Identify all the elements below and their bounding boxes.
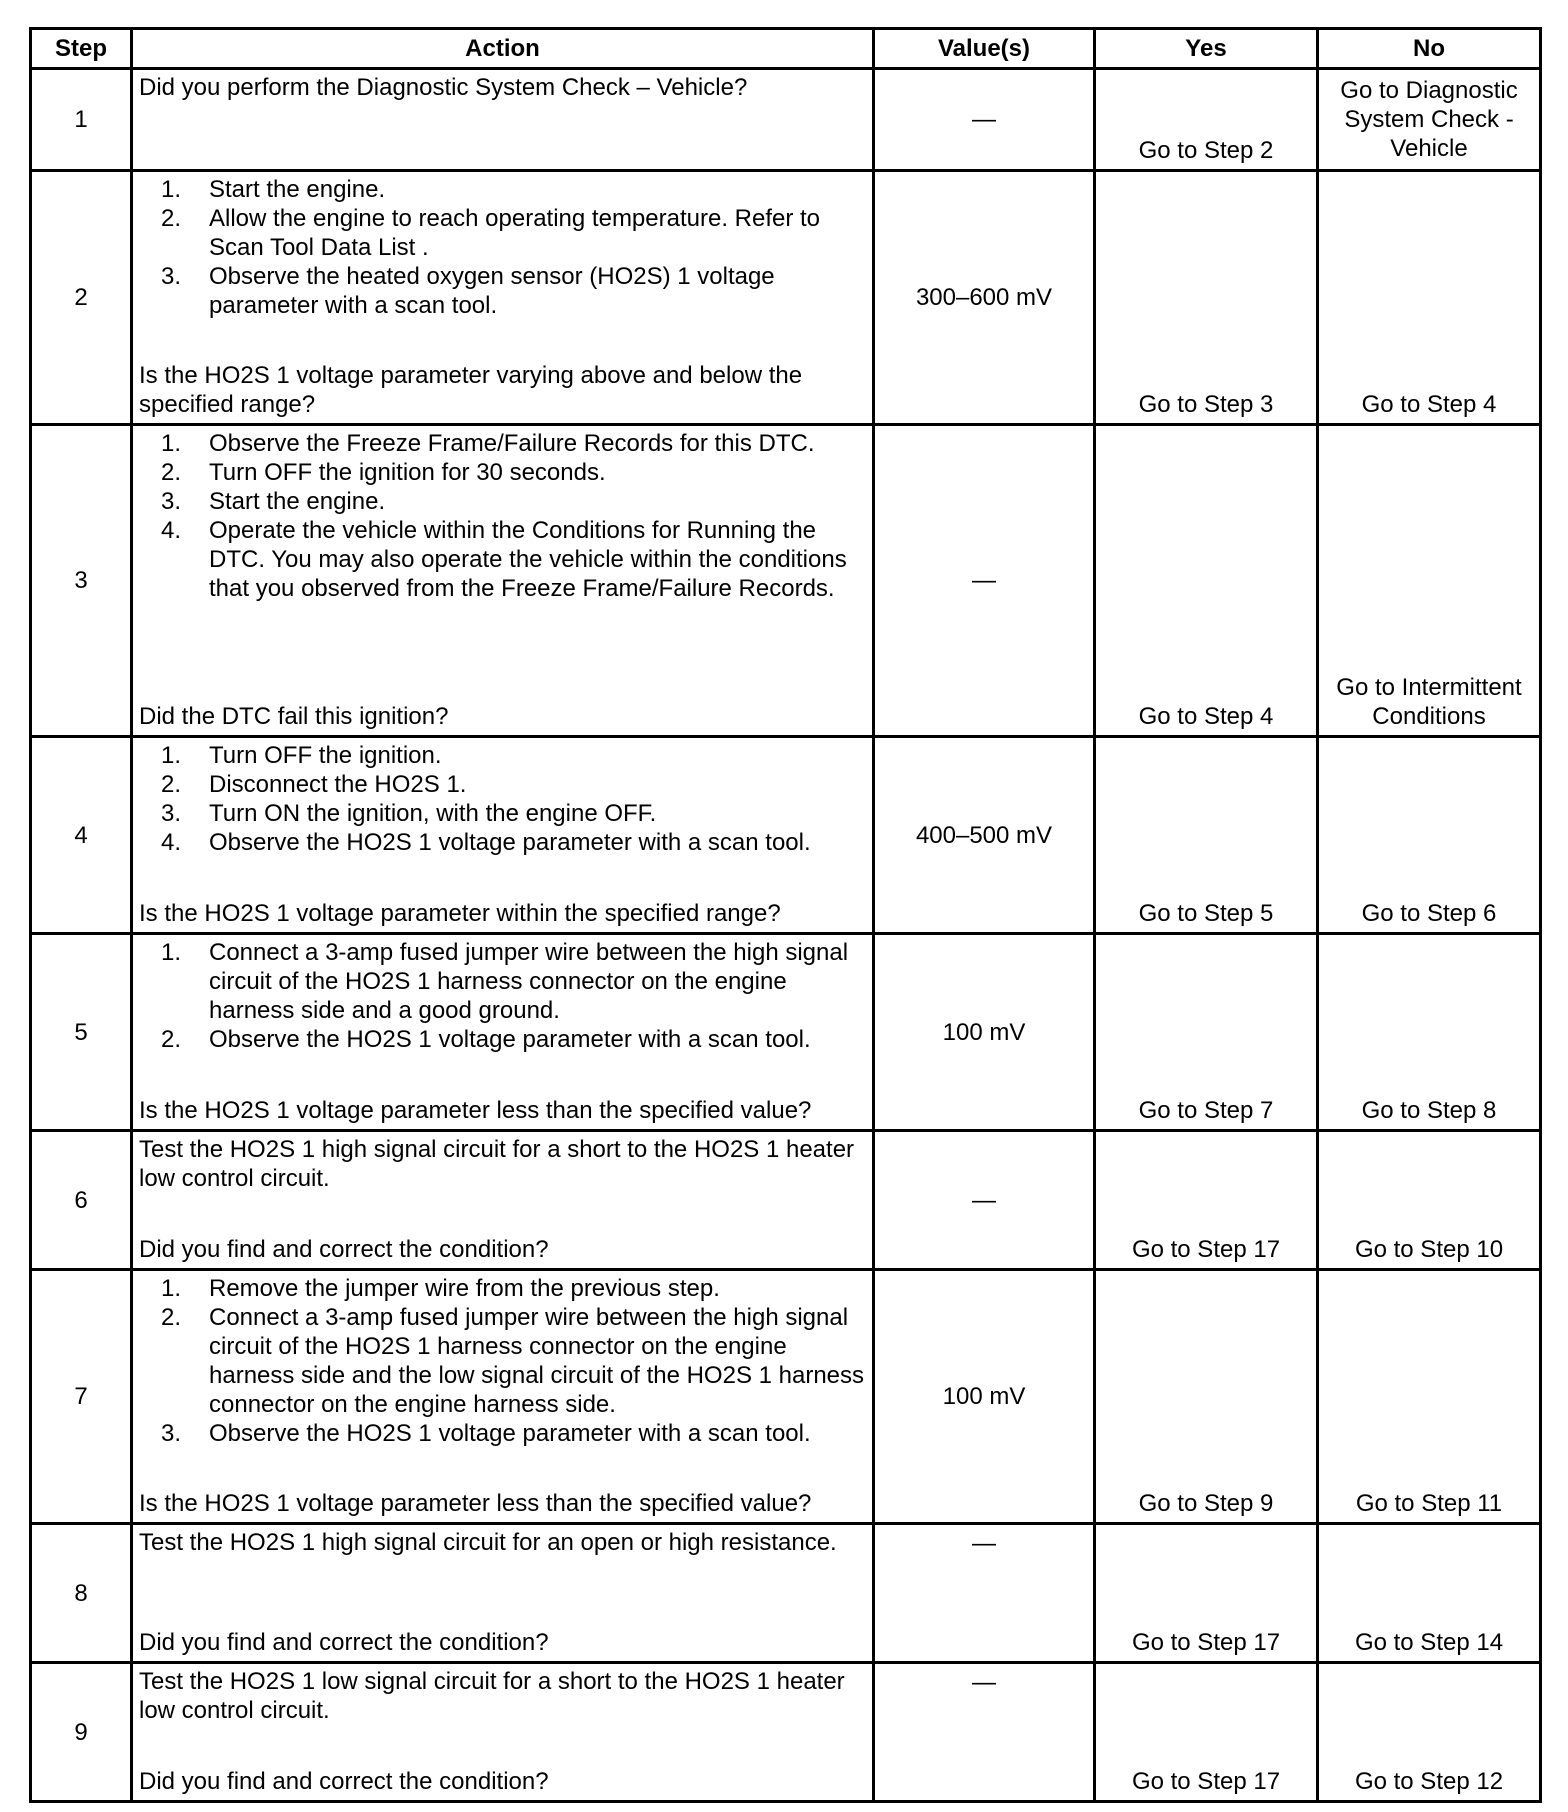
no-cell: Go to Step 11: [1318, 1270, 1541, 1524]
table-row: [31, 1663, 1541, 1802]
value-cell: 400–500 mV: [874, 737, 1095, 934]
action-question: Did you find and correct the condition?: [139, 1768, 549, 1795]
yes-cell: Go to Step 2: [1095, 69, 1318, 171]
list-item: 3. Observe the heated oxygen sensor (HO2S) 1 voltage parameter with a scan tool.: [160, 263, 775, 319]
value-cell: —: [874, 69, 1095, 171]
list-item: 2. Connect a 3-amp fused jumper wire between the high signal circuit of the HO2S 1 harness connector on the engine harness side and the low signal circuit of the HO2S 1 harness connector on the engine harness side.: [160, 1304, 865, 1418]
yes-cell: Go to Step 17: [1095, 1663, 1318, 1802]
list-item: 1. Remove the jumper wire from the previous step.: [160, 1275, 720, 1302]
no-cell: Go to Step 12: [1318, 1663, 1541, 1802]
yes-cell: Go to Step 3: [1095, 171, 1318, 425]
action-cell: [132, 1663, 874, 1802]
no-cell: Go to Diagnostic System Check - Vehicle: [1318, 69, 1541, 171]
action-text: Did you perform the Diagnostic System Check – Vehicle?: [139, 74, 748, 101]
table-row: [31, 737, 1541, 934]
value-cell: —: [874, 1131, 1095, 1270]
no-cell: Go to Intermittent Conditions: [1318, 425, 1541, 737]
action-cell: [132, 69, 874, 171]
list-item: 2. Observe the HO2S 1 voltage parameter with a scan tool.: [160, 1026, 811, 1053]
no-cell: Go to Step 4: [1318, 171, 1541, 425]
action-question: Is the HO2S 1 voltage parameter within the specified range?: [139, 900, 781, 927]
yes-cell: Go to Step 9: [1095, 1270, 1318, 1524]
step-number: 2: [31, 171, 132, 425]
action-question: Is the HO2S 1 voltage parameter less than the specified value?: [139, 1097, 812, 1124]
step-number: 6: [31, 1131, 132, 1270]
header-row: [31, 29, 1541, 69]
table-row: [31, 1524, 1541, 1663]
list-item: 1. Turn OFF the ignition.: [160, 742, 442, 769]
action-steps: [139, 175, 866, 320]
action-cell: [132, 1131, 874, 1270]
yes-cell: Go to Step 5: [1095, 737, 1318, 934]
list-item: 3. Turn ON the ignition, with the engine OFF.: [160, 800, 657, 827]
list-item: 1. Observe the Freeze Frame/Failure Records for this DTC.: [160, 430, 815, 457]
list-item: 2. Turn OFF the ignition for 30 seconds.: [160, 459, 606, 486]
action-question: Did the DTC fail this ignition?: [139, 703, 449, 730]
table-row: [31, 934, 1541, 1131]
list-item: 2. Allow the engine to reach operating temperature. Refer to Scan Tool Data List .: [160, 205, 821, 261]
action-question: Is the HO2S 1 voltage parameter less than the specified value?: [139, 1490, 812, 1517]
yes-cell: Go to Step 17: [1095, 1524, 1318, 1663]
action-text: Test the HO2S 1 low signal circuit for a short to the HO2S 1 heater low control circuit.: [139, 1668, 845, 1724]
header-action: Action: [132, 29, 874, 69]
step-number: 4: [31, 737, 132, 934]
table-row: [31, 69, 1541, 171]
step-number: 7: [31, 1270, 132, 1524]
list-item: 1. Start the engine.: [160, 176, 386, 203]
yes-cell: Go to Step 7: [1095, 934, 1318, 1131]
step-number: 9: [31, 1663, 132, 1802]
value-cell: 100 mV: [874, 1270, 1095, 1524]
list-item: 3. Observe the HO2S 1 voltage parameter with a scan tool.: [160, 1420, 811, 1447]
action-steps: [139, 1274, 866, 1448]
diagnostic-table: [29, 27, 1542, 1803]
value-cell: —: [874, 1524, 1095, 1663]
header-values: Value(s): [874, 29, 1095, 69]
list-item: 2. Disconnect the HO2S 1.: [160, 771, 467, 798]
action-cell: [132, 737, 874, 934]
table-row: [31, 1131, 1541, 1270]
no-cell: Go to Step 6: [1318, 737, 1541, 934]
yes-cell: Go to Step 4: [1095, 425, 1318, 737]
table-row: [31, 171, 1541, 425]
action-cell: [132, 1524, 874, 1663]
header-yes: Yes: [1095, 29, 1318, 69]
table-row: [31, 425, 1541, 737]
action-cell: [132, 934, 874, 1131]
action-steps: [139, 429, 866, 603]
action-cell: [132, 171, 874, 425]
list-item: 1. Connect a 3-amp fused jumper wire between the high signal circuit of the HO2S 1 harness connector on the engine harness side and a good ground.: [160, 939, 849, 1024]
action-text: Test the HO2S 1 high signal circuit for a short to the HO2S 1 heater low control circuit.: [139, 1136, 855, 1192]
action-steps: [139, 741, 866, 857]
action-question: Is the HO2S 1 voltage parameter varying above and below the specified range?: [139, 362, 803, 418]
list-item: 4. Operate the vehicle within the Conditions for Running the DTC. You may also operate the vehicle within the conditions that you observed from the Freeze Frame/Failure Records.: [160, 517, 847, 602]
action-steps: [139, 938, 866, 1054]
no-cell: Go to Step 10: [1318, 1131, 1541, 1270]
step-number: 8: [31, 1524, 132, 1663]
action-text: Test the HO2S 1 high signal circuit for an open or high resistance.: [139, 1529, 837, 1556]
list-item: 4. Observe the HO2S 1 voltage parameter with a scan tool.: [160, 829, 811, 856]
step-number: 5: [31, 934, 132, 1131]
value-cell: 100 mV: [874, 934, 1095, 1131]
value-cell: —: [874, 425, 1095, 737]
value-cell: 300–600 mV: [874, 171, 1095, 425]
value-cell: —: [874, 1663, 1095, 1802]
action-cell: [132, 1270, 874, 1524]
table-row: [31, 1270, 1541, 1524]
step-number: 3: [31, 425, 132, 737]
step-number: 1: [31, 69, 132, 171]
list-item: 3. Start the engine.: [160, 488, 386, 515]
header-no: No: [1318, 29, 1541, 69]
no-cell: Go to Step 8: [1318, 934, 1541, 1131]
action-cell: [132, 425, 874, 737]
yes-cell: Go to Step 17: [1095, 1131, 1318, 1270]
header-step: Step: [31, 29, 132, 69]
action-question: Did you find and correct the condition?: [139, 1629, 549, 1656]
action-question: Did you find and correct the condition?: [139, 1236, 549, 1263]
no-cell: Go to Step 14: [1318, 1524, 1541, 1663]
